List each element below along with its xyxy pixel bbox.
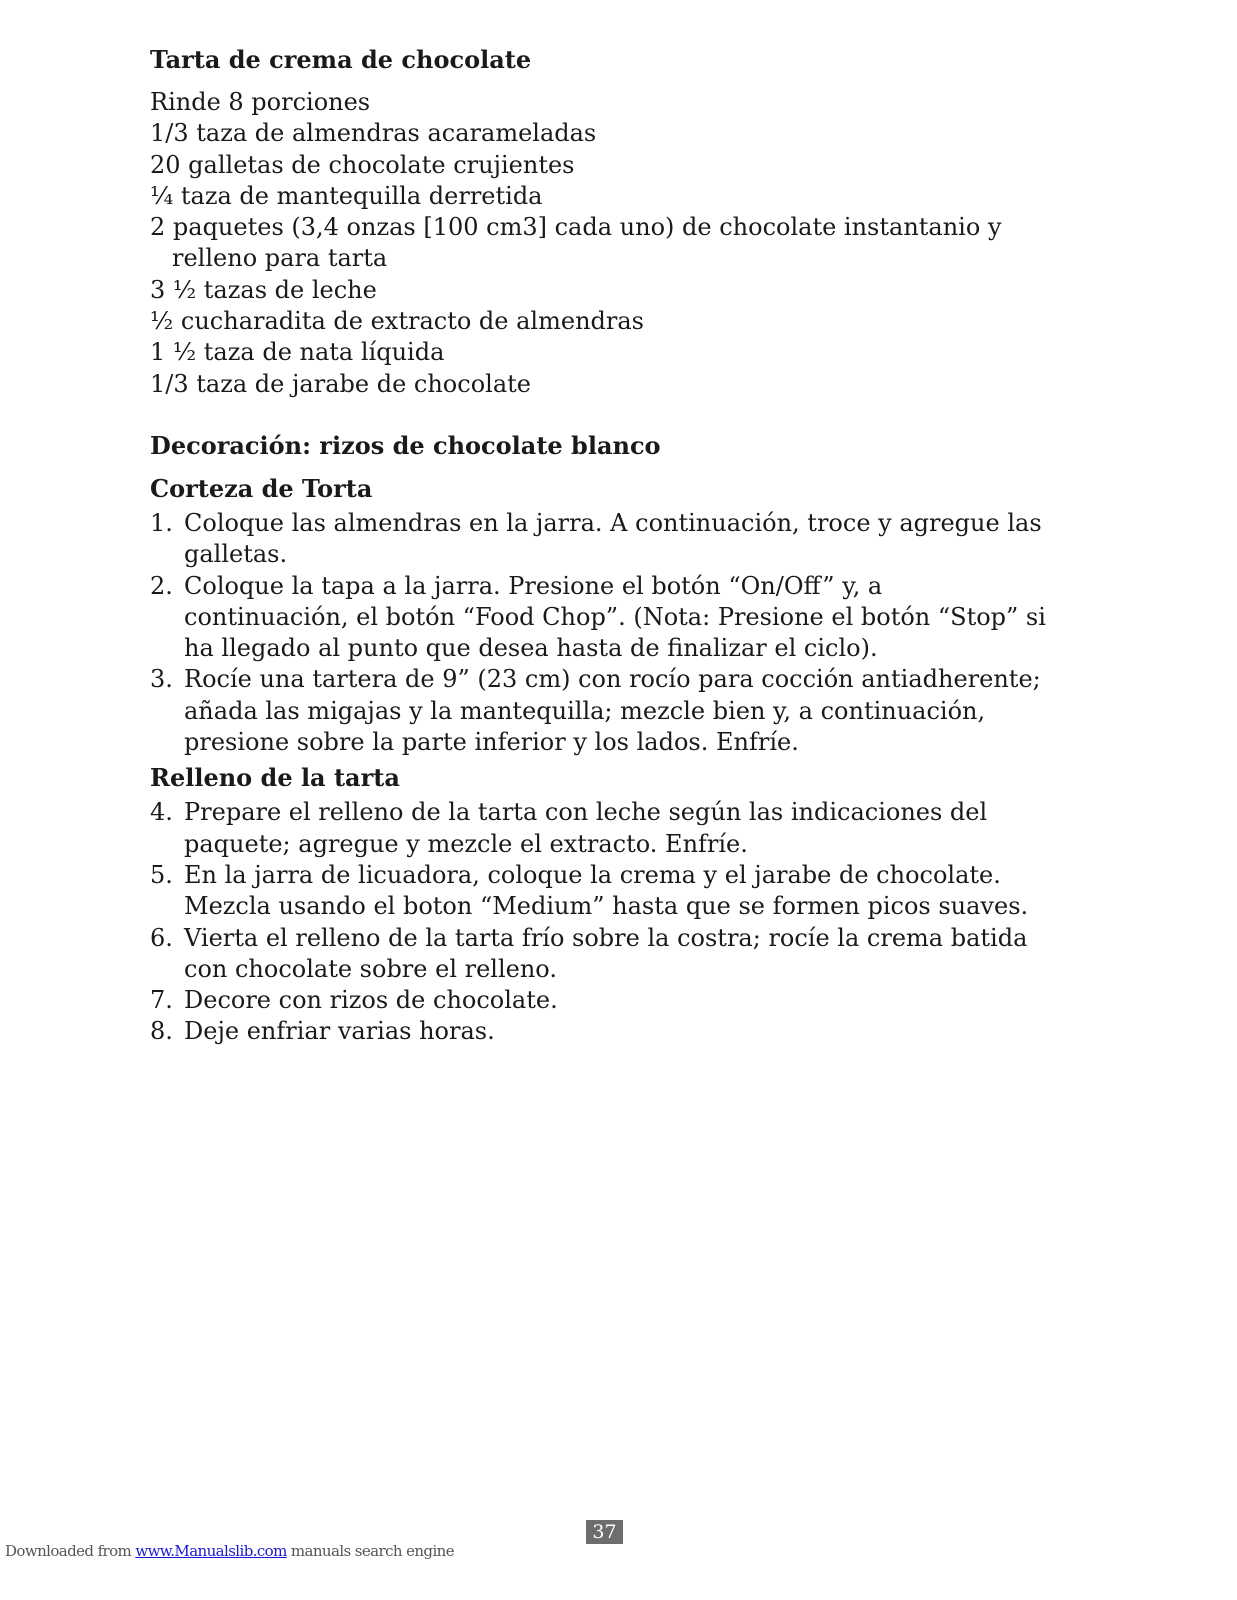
step-item [150,923,1050,986]
step-text: Rocíe una tartera de 9” (23 cm) con rocío para cocción antiadherente; añada las migajas y la mantequilla; mezcle bien y, a continuación, presione sobre la parte inferior y los lados. Enfríe. [184,665,1041,757]
ingredient-item: 20 galletas de chocolate crujientes [150,150,575,179]
step-number: 7. [150,986,173,1015]
download-footer [5,1542,454,1560]
footer-prefix: Downloaded from [5,1542,136,1560]
step-text: Coloque las almendras en la jarra. A continuación, troce y agregue las galletas. [184,508,1042,569]
recipe-page [150,44,1050,1048]
step-item [150,985,1050,1016]
step-text: Coloque la tapa a la jarra. Presione el botón “On/Off” y, a continuación, el botón “Food Chop”. (Nota: Presione el botón “Stop” si ha llegado al punto que desea hasta de finalizar el ciclo). [184,571,1046,663]
step-text: En la jarra de licuadora, coloque la crema y el jarabe de chocolate. Mezcla usando el boton “Medium” hasta que se formen picos suaves. [184,860,1029,921]
step-text: Vierta el relleno de la tarta frío sobre la costra; rocíe la crema batida con chocolate sobre el relleno. [184,923,1028,983]
step-number: 4. [150,798,173,827]
step-item [150,571,1050,665]
ingredient-item: 3 ½ tazas de leche [150,275,377,304]
step-item [150,860,1050,923]
decoration-heading: Decoración: rizos de chocolate blanco [150,430,661,460]
step-item [150,664,1050,758]
step-item [150,508,1050,571]
step-text: Deje enfriar varias horas. [184,1017,495,1046]
step-number: 5. [150,860,173,889]
step-number: 2. [150,571,173,600]
step-number: 8. [150,1017,173,1046]
ingredient-item: 1/3 taza de jarabe de chocolate [150,369,531,398]
step-item [150,1016,1050,1047]
step-number: 1. [150,508,173,537]
ingredient-list [150,87,1050,400]
ingredient-item: Rinde 8 porciones [150,88,371,116]
section-heading-crust: Corteza de Torta [150,473,373,503]
ingredient-item: ¼ taza de mantequilla derretida [150,181,543,210]
step-text: Prepare el relleno de la tarta con leche según las indicaciones del paquete; agregue y mezcle el extracto. Enfríe. [184,798,988,858]
recipe-title: Tarta de crema de chocolate [150,45,532,74]
ingredient-item: 2 paquetes (3,4 onzas [100 cm3] cada uno) de chocolate instantanio y relleno para tarta [150,213,1002,273]
crust-steps [150,508,1050,758]
filling-steps [150,797,1050,1047]
ingredient-item: 1/3 taza de almendras acarameladas [150,119,597,148]
step-number: 3. [150,665,173,694]
section-heading-filling: Relleno de la tarta [150,763,400,793]
ingredient-item: ½ cucharadita de extracto de almendras [150,307,644,336]
step-number: 6. [150,923,173,952]
ingredient-item: 1 ½ taza de nata líquida [150,338,445,367]
step-text: Decore con rizos de chocolate. [184,986,558,1015]
manualslib-link[interactable]: www.Manualslib.com [135,1542,287,1560]
page-number: 37 [586,1520,623,1544]
step-item [150,797,1050,860]
footer-suffix: manuals search engine [286,1542,454,1560]
